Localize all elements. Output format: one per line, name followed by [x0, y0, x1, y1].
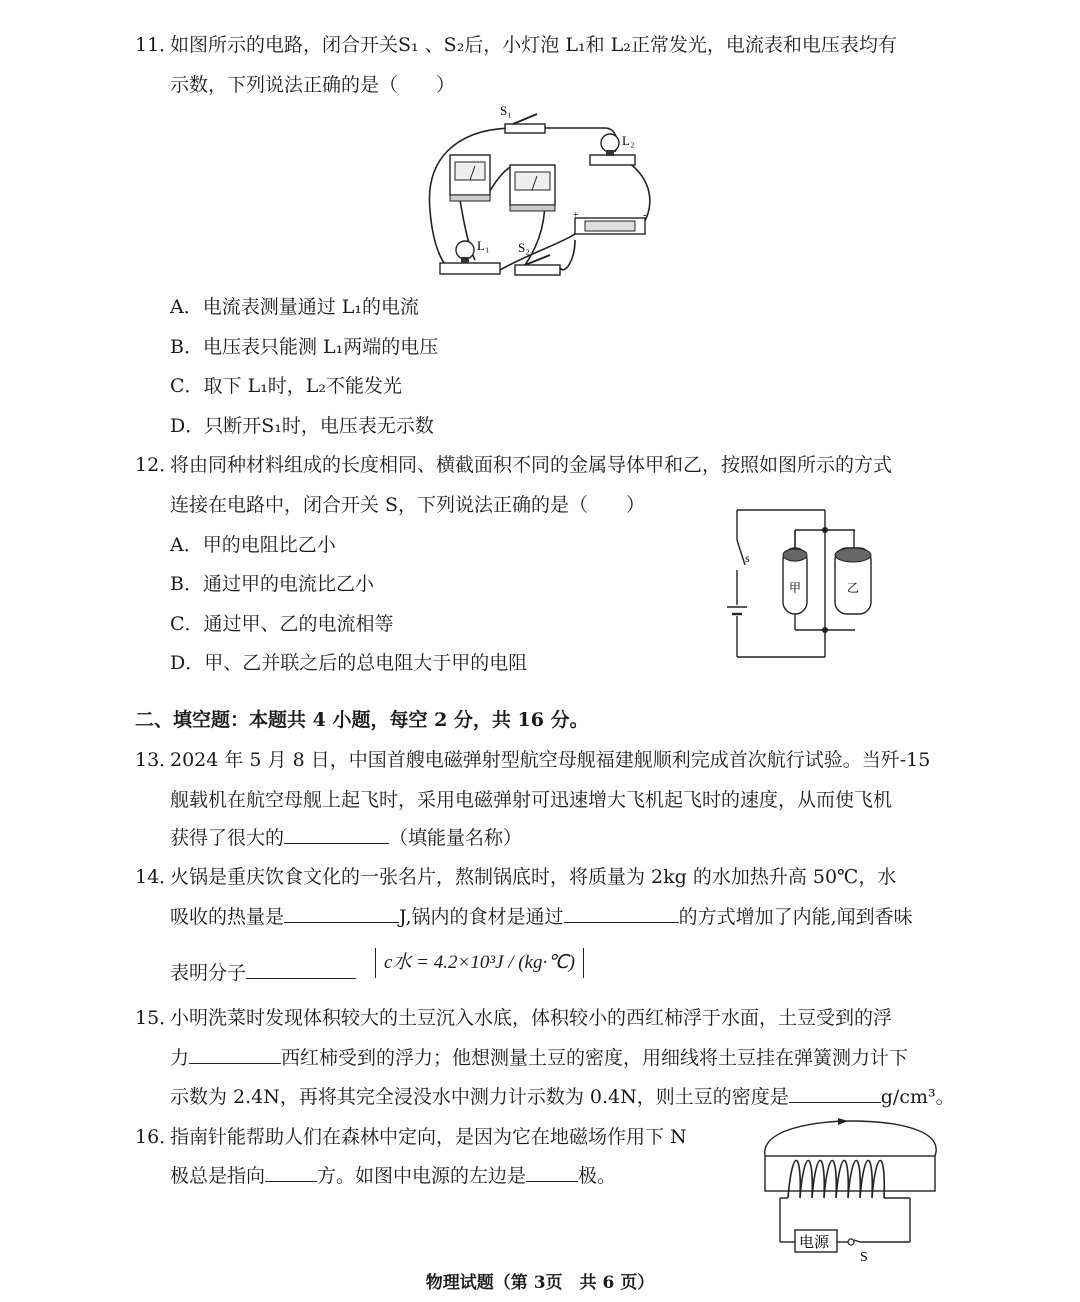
q11-l2-label: L₂ — [622, 133, 635, 148]
q14-formula: c水 = 4.2×10³J / (kg·℃) — [375, 948, 584, 978]
q12-option-d: D．甲、乙并联之后的总电阻大于甲的电阻 — [170, 652, 528, 674]
svg-text:-: - — [643, 210, 647, 221]
q14-text-a: 吸收的热量是 — [170, 906, 285, 928]
q14-line3 — [170, 958, 356, 988]
q16-power-label: 电源 — [799, 1235, 830, 1251]
q16-text-b: 方。如图中电源的左边是 — [317, 1165, 527, 1187]
q15-text-a: 力 — [170, 1047, 190, 1069]
q14-number: 14． — [135, 866, 179, 888]
section2-title: 二、填空题：本题共 4 小题，每空 2 分，共 16 分。 — [135, 709, 589, 731]
q15-blank-compare[interactable] — [189, 1043, 281, 1064]
q14-text-b: J,锅内的食材是通过 — [399, 906, 564, 928]
q15-text-b: 西红柿受到的浮力；他想测量土豆的密度，用细线将土豆挂在弹簧测力计下 — [281, 1047, 909, 1069]
q16-text-c: 极。 — [578, 1165, 617, 1187]
q11-number: 11． — [135, 34, 179, 56]
q12-option-a: A．甲的电阻比乙小 — [170, 534, 336, 556]
q15-text-d: g/cm³。 — [880, 1086, 955, 1108]
q12-stem-line2: 连接在电路中，闭合开关 S，下列说法正确的是（ ） — [170, 494, 646, 516]
q13-line2: 舰载机在航空母舰上起飞时，采用电磁弹射可迅速增大飞机起飞时的速度，从而使飞机 — [170, 789, 893, 811]
page-footer: 物理试题（第 3页 共 6 页） — [425, 1273, 655, 1293]
q16-text-a: 极总是指向 — [170, 1165, 266, 1187]
q14-line1: 火锅是重庆饮食文化的一张名片，熬制锅底时，将质量为 2kg 的水加热升高 50℃，水 — [170, 866, 897, 888]
q16-solenoid-figure — [750, 1118, 950, 1263]
q13-answer-blank[interactable] — [284, 823, 389, 844]
q11-option-c: C．取下 L₁时，L₂不能发光 — [170, 375, 403, 397]
q15-line2 — [170, 1043, 908, 1073]
q14-text-c: 的方式增加了内能,闻到香味 — [678, 906, 913, 928]
q11-l1-label: L₁ — [477, 238, 490, 253]
q16-blank-pole[interactable] — [526, 1161, 578, 1182]
q15-text-c: 示数为 2.4N，再将其完全浸没水中测力计示数为 0.4N，则土豆的密度是 — [170, 1086, 789, 1108]
q14-blank-method[interactable] — [564, 902, 679, 923]
q13-number: 13． — [135, 749, 179, 771]
q15-line1: 小明洗菜时发现体积较大的土豆沉入水底，体积较小的西红柿浮于水面，土豆受到的浮 — [170, 1007, 893, 1029]
q14-line2 — [170, 902, 913, 932]
q11-option-a: A．电流表测量通过 L₁的电流 — [170, 296, 419, 318]
q16-switch-label: S — [860, 1250, 868, 1265]
q15-blank-density[interactable] — [789, 1082, 881, 1103]
q15-line3 — [170, 1082, 955, 1112]
q11-stem-line2: 示数，下列说法正确的是（ ） — [170, 74, 456, 96]
q14-blank-heat[interactable] — [284, 902, 399, 923]
q11-option-b: B．电压表只能测 L₁两端的电压 — [170, 336, 439, 358]
q13-line1: 2024 年 5 月 8 日，中国首艘电磁弹射型航空母舰福建舰顺利完成首次航行试验。当歼-15 — [170, 749, 931, 771]
q12-yi-label: 乙 — [847, 581, 860, 595]
q16-number: 16． — [135, 1126, 179, 1148]
q16-blank-direction[interactable] — [265, 1161, 317, 1182]
q13-text-a: 获得了很大的 — [170, 827, 285, 849]
q13-line3 — [170, 823, 522, 853]
q12-stem-line1: 将由同种材料组成的长度相同、横截面积不同的金属导体甲和乙，按照如图所示的方式 — [170, 454, 893, 476]
q11-s1-label: S₁ — [500, 103, 512, 118]
q11-option-d: D．只断开S₁时，电压表无示数 — [170, 415, 434, 437]
q11-circuit-figure — [415, 100, 665, 285]
q12-circuit-figure — [715, 500, 860, 665]
q11-stem-line1: 如图所示的电路，闭合开关S₁ 、S₂后，小灯泡 L₁和 L₂正常发光，电流表和电压表均有 — [170, 34, 897, 56]
q11-s2-label: S₂ — [518, 240, 530, 255]
svg-text:+: + — [573, 210, 579, 221]
q12-option-c: C．通过甲、乙的电流相等 — [170, 613, 394, 635]
q13-text-b: （填能量名称） — [389, 827, 523, 849]
q12-number: 12． — [135, 454, 179, 476]
q12-option-b: B．通过甲的电流比乙小 — [170, 573, 374, 595]
q14-text-d: 表明分子 — [170, 962, 247, 984]
q16-line1: 指南针能帮助人们在森林中定向，是因为它在地磁场作用下 N — [170, 1126, 687, 1148]
q14-blank-molecule[interactable] — [246, 958, 356, 979]
q12-jia-label: 甲 — [789, 581, 802, 595]
q12-switch-label: s — [745, 551, 750, 565]
q16-line2 — [170, 1161, 616, 1191]
q15-number: 15． — [135, 1007, 179, 1029]
